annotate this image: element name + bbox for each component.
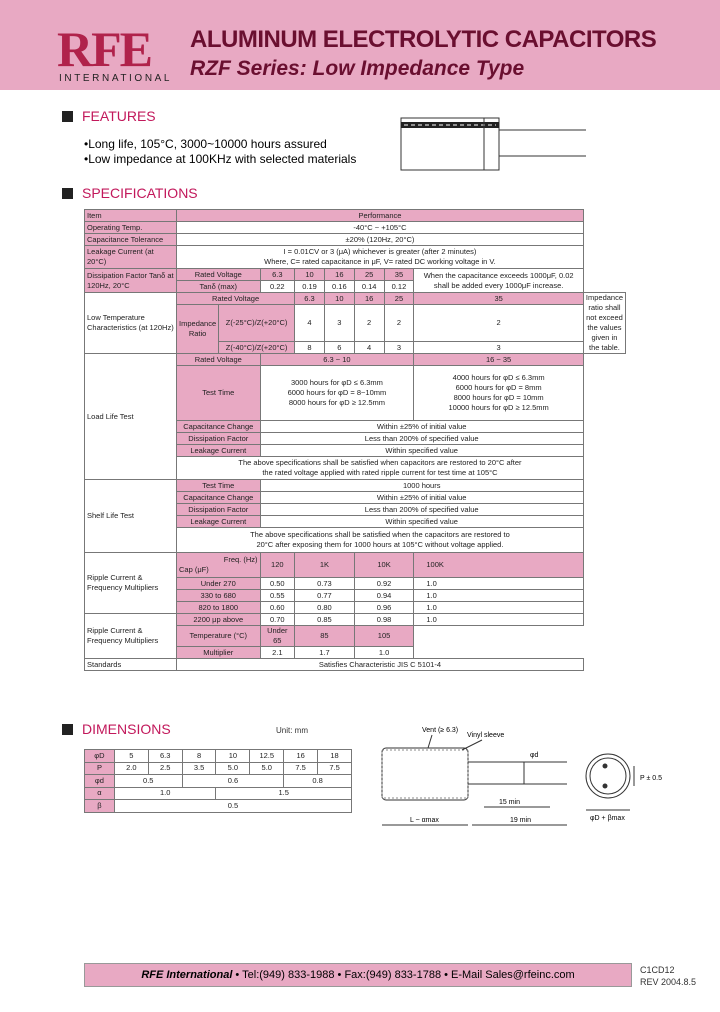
ripple2-label: Ripple Current & Frequency Multipliers — [85, 614, 177, 659]
l-dim-label: L ~ αmax — [410, 817, 439, 824]
df-label: Dissipation Factor Tanδ at 120Hz, 20°C — [85, 269, 177, 293]
standards-label: Standards — [85, 659, 177, 671]
logo-subtitle: INTERNATIONAL — [59, 73, 173, 84]
dim-value: 10 — [216, 750, 250, 763]
footer-contact: • Tel:(949) 833-1988 • Fax:(949) 833-1788 • E-Mail Sales@rfeinc.com — [232, 969, 575, 981]
ripple-value: 0.55 — [260, 590, 295, 602]
lt-row2-label: Z(-40°C)/Z(+20°C) — [219, 342, 295, 354]
ripple-freq-cap-header: Freq. (Hz) Cap (μF) — [177, 553, 261, 578]
dim-value: 0.5 — [114, 775, 182, 788]
ripple-freq: 120 — [260, 553, 295, 578]
capacitor-side-illustration — [398, 112, 588, 174]
ripple2-temp-label: Temperature (°C) — [177, 626, 261, 647]
dim-value: 8 — [182, 750, 216, 763]
load-tt-label: Test Time — [177, 366, 261, 421]
page-title: ALUMINUM ELECTROLYTIC CAPACITORS — [190, 26, 657, 53]
phi-d-label: φd — [530, 752, 539, 759]
load-tt-b: 4000 hours for φD ≤ 6.3mm 6000 hours for φD = 8mm 8000 hours for φD = 10mm 10000 hours for φD ≥ 12.5mm — [414, 366, 584, 421]
ripple-value: 0.77 — [295, 590, 355, 602]
df-note: When the capacitance exceeds 1000μF, 0.02 shall be added every 1000μF increase. — [414, 269, 584, 293]
dim-value: 5 — [114, 750, 148, 763]
df-tan-value: 0.16 — [324, 281, 354, 293]
square-bullet-icon — [62, 111, 73, 122]
ripple-cap: 820 to 1800 — [177, 602, 261, 614]
ripple-cap: 330 to 680 — [177, 590, 261, 602]
dim-row-label: α — [85, 787, 115, 800]
shelf-df-label: Dissipation Factor — [177, 504, 261, 516]
ripple-value: 1.0 — [414, 614, 584, 626]
cap-tolerance-label: Capacitance Tolerance — [85, 234, 177, 246]
cap-tolerance-value: ±20% (120Hz, 20°C) — [177, 234, 584, 246]
performance-header: Performance — [177, 210, 584, 222]
standards-value: Satisfies Characteristic JIS C 5101-4 — [177, 659, 584, 671]
shelf-cc-value: Within ±25% of initial value — [260, 492, 583, 504]
dim-value: 5.0 — [216, 762, 250, 775]
lt-voltage: 25 — [384, 293, 414, 305]
lt-value: 3 — [324, 305, 354, 342]
load-cc-label: Capacitance Change — [177, 421, 261, 433]
lt-value: 3 — [384, 342, 414, 354]
ripple-value: 0.50 — [260, 578, 295, 590]
square-bullet-icon — [62, 724, 73, 735]
load-tt-a: 3000 hours for φD ≤ 6.3mm 6000 hours for φD = 8~10mm 8000 hours for φD ≥ 12.5mm — [260, 366, 414, 421]
dim-value: 12.5 — [250, 750, 284, 763]
shelf-life-label: Shelf Life Test — [85, 480, 177, 553]
dimension-drawing — [372, 718, 672, 830]
ripple-value: 0.85 — [295, 614, 355, 626]
lt-value: 8 — [295, 342, 325, 354]
ripple2-mult: 1.7 — [295, 647, 355, 659]
ripple-value: 0.94 — [354, 590, 414, 602]
specifications-heading: SPECIFICATIONS — [62, 185, 198, 201]
dim-value: 0.5 — [114, 800, 351, 813]
ripple2-temp: Under 65 — [260, 626, 295, 647]
ripple-freq: 10K — [354, 553, 414, 578]
dim-value: 6.3 — [148, 750, 182, 763]
page-subtitle: RZF Series: Low Impedance Type — [190, 57, 525, 80]
doc-code: C1CD12 REV 2004.8.5 — [640, 965, 697, 987]
dim-value: 1.0 — [114, 787, 216, 800]
dim-value: 3.5 — [182, 762, 216, 775]
item-header: Item — [85, 210, 177, 222]
shelf-tt-value: 1000 hours — [260, 480, 583, 492]
df-voltage: 6.3 — [260, 269, 295, 281]
dim-row-label: β — [85, 800, 115, 813]
ripple-freq: 1K — [295, 553, 355, 578]
lt-note: Impedance ratio shall not exceed the values given in the table. — [583, 293, 625, 354]
dim-value: 18 — [318, 750, 352, 763]
sleeve-label: Vinyl sleeve — [467, 732, 505, 739]
lt-value: 4 — [295, 305, 325, 342]
ripple-value: 0.73 — [295, 578, 355, 590]
ripple-value: 1.0 — [414, 602, 584, 614]
df-tan-value: 0.12 — [384, 281, 414, 293]
leakage-label: Leakage Current (at 20°C) — [85, 246, 177, 269]
shelf-lc-value: Within specified value — [260, 516, 583, 528]
lt-value: 4 — [354, 342, 384, 354]
ripple2-mult-label: Multiplier — [177, 647, 261, 659]
p-dim-label: P ± 0.5 — [640, 775, 663, 782]
df-voltage: 35 — [384, 269, 414, 281]
feature-list — [84, 137, 356, 167]
dimensions-unit: Unit: mm — [276, 726, 308, 735]
leakage-value: I = 0.01CV or 3 (μA) whichever is greater (after 2 minutes) Where, C= rated capacitance in μF, V= rated DC working voltage in V. — [177, 246, 584, 269]
dim-value: 0.8 — [284, 775, 352, 788]
ripple-cap: 2200 μp above — [177, 614, 261, 626]
low-temp-label: Low Temperature Characteristics (at 120Hz) — [85, 293, 177, 354]
load-df-label: Dissipation Factor — [177, 433, 261, 445]
footer-company: RFE International — [141, 969, 233, 981]
lt-voltage: 6.3 — [295, 293, 325, 305]
dim-value: 2.0 — [114, 762, 148, 775]
dim-value: 1.5 — [216, 787, 352, 800]
feature-item: •Long life, 105°C, 3000~10000 hours assured — [84, 137, 327, 151]
df-rv-label: Rated Voltage — [177, 269, 261, 281]
dimensions-table — [84, 749, 352, 813]
df-voltage: 10 — [295, 269, 325, 281]
load-df-value: Less than 200% of specified value — [260, 433, 583, 445]
operating-temp-label: Operating Temp. — [85, 222, 177, 234]
vent-label: Vent (≥ 6.3) — [422, 727, 459, 734]
load-note: The above specifications shall be satisfied when capacitors are restored to 20°C after the rated voltage applied with rated ripple current for test time at 105°C — [177, 457, 584, 480]
dim-value: 7.5 — [284, 762, 318, 775]
ripple-value: 0.98 — [354, 614, 414, 626]
load-life-label: Load Life Test — [85, 354, 177, 480]
lt-voltage: 10 — [324, 293, 354, 305]
shelf-cc-label: Capacitance Change — [177, 492, 261, 504]
ripple2-temp: 105 — [354, 626, 414, 647]
lt-voltage: 16 — [354, 293, 384, 305]
lt-value: 2 — [384, 305, 414, 342]
ripple-freq: 100K — [414, 553, 584, 578]
dim-row-label: φD — [85, 750, 115, 763]
lt-value: 6 — [324, 342, 354, 354]
dim-row-label: φd — [85, 775, 115, 788]
dim-value: 0.6 — [182, 775, 284, 788]
shelf-lc-label: Leakage Current — [177, 516, 261, 528]
operating-temp-value: -40°C ~ +105°C — [177, 222, 584, 234]
lt-value: 3 — [414, 342, 584, 354]
ripple-value: 1.0 — [414, 578, 584, 590]
specifications-table — [84, 209, 626, 671]
ripple-cap: Under 270 — [177, 578, 261, 590]
ripple2-mult: 1.0 — [354, 647, 414, 659]
lt-row1-label: Z(-25°C)/Z(+20°C) — [219, 305, 295, 342]
df-tan-value: 0.19 — [295, 281, 325, 293]
df-tan-label: Tanδ (max) — [177, 281, 261, 293]
lt-rv-label: Rated Voltage — [177, 293, 295, 305]
load-cc-value: Within ±25% of initial value — [260, 421, 583, 433]
footer-bar — [84, 963, 632, 987]
load-rv-label: Rated Voltage — [177, 354, 261, 366]
square-bullet-icon — [62, 188, 73, 199]
features-heading: FEATURES — [62, 108, 156, 124]
lead-19-label: 19 min — [510, 817, 532, 824]
shelf-df-value: Less than 200% of specified value — [260, 504, 583, 516]
df-tan-value: 0.22 — [260, 281, 295, 293]
lt-value: 2 — [414, 305, 584, 342]
ripple-value: 0.96 — [354, 602, 414, 614]
lt-imp-label: Impedance Ratio — [177, 305, 219, 354]
rfe-logo: RFE — [57, 21, 151, 77]
ripple-label: Ripple Current & Frequency Multipliers — [85, 553, 177, 614]
ripple-value: 0.60 — [260, 602, 295, 614]
ripple-value: 0.80 — [295, 602, 355, 614]
load-rv-b: 16 ~ 35 — [414, 354, 584, 366]
ripple-value: 1.0 — [414, 590, 584, 602]
feature-item: •Low impedance at 100KHz with selected materials — [84, 152, 357, 166]
lead-15-label: 15 min — [499, 799, 521, 806]
dim-value: 7.5 — [318, 762, 352, 775]
load-lc-label: Leakage Current — [177, 445, 261, 457]
d-dim-label: φD + βmax — [590, 815, 625, 822]
lt-voltage: 35 — [414, 293, 584, 305]
df-voltage: 16 — [324, 269, 354, 281]
load-rv-a: 6.3 ~ 10 — [260, 354, 414, 366]
shelf-tt-label: Test Time — [177, 480, 261, 492]
df-voltage: 25 — [354, 269, 384, 281]
dim-row-label: P — [85, 762, 115, 775]
dimensions-heading: DIMENSIONS — [62, 721, 171, 737]
df-tan-value: 0.14 — [354, 281, 384, 293]
load-lc-value: Within specified value — [260, 445, 583, 457]
ripple-value: 0.92 — [354, 578, 414, 590]
ripple2-mult: 2.1 — [260, 647, 295, 659]
shelf-note: The above specifications shall be satisfied when the capacitors are restored to 20°C after exposing them for 1000 hours at 105°C without voltage applied. — [177, 528, 584, 553]
lt-value: 2 — [354, 305, 384, 342]
dim-value: 16 — [284, 750, 318, 763]
dim-value: 5.0 — [250, 762, 284, 775]
dim-value: 2.5 — [148, 762, 182, 775]
ripple-value: 0.70 — [260, 614, 295, 626]
ripple2-temp: 85 — [295, 626, 355, 647]
